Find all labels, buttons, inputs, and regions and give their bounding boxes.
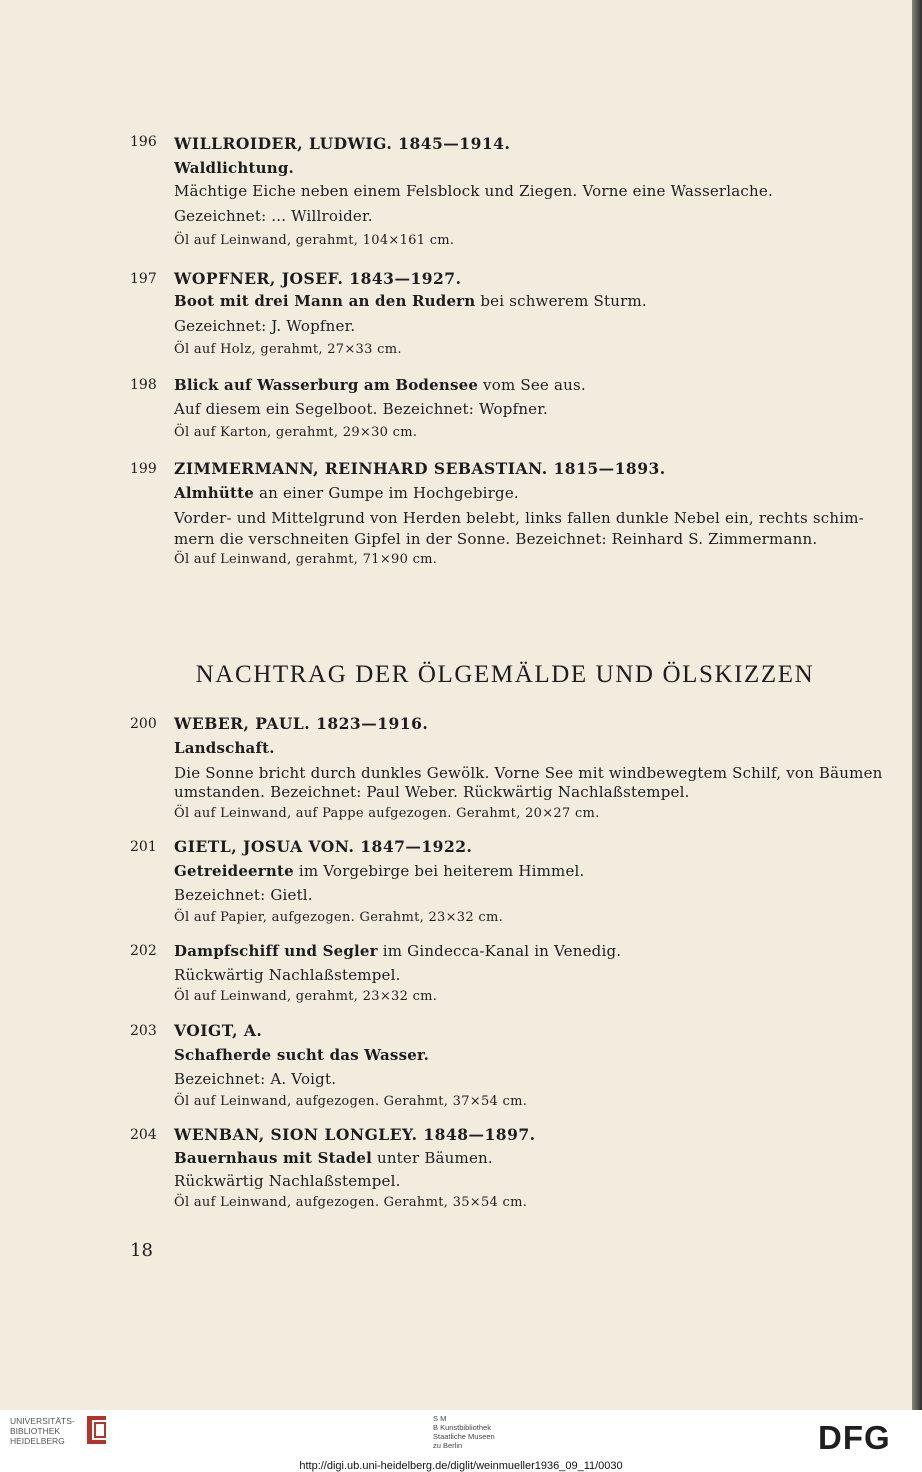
- entry-title: [174, 942, 621, 960]
- entry-number: 203: [130, 1023, 157, 1039]
- entry-medium: Öl auf Leinwand, aufgezogen. Gerahmt, 35×54 cm.: [174, 1195, 528, 1210]
- entry-signature: Bezeichnet: Gietl.: [174, 886, 313, 904]
- entry-title-rest: bei schwerem Sturm.: [475, 292, 647, 310]
- entry-number: 202: [130, 943, 157, 959]
- entry-description: Die Sonne bricht durch dunkles Gewölk. Vorne See mit windbewegtem Schilf, von Bäumen: [174, 764, 883, 782]
- entry-artist: WENBAN, SION LONGLEY. 1848—1897.: [174, 1125, 536, 1144]
- entry-title-bold: Almhütte: [174, 484, 255, 502]
- entry-title-bold: Dampfschiff und Segler: [174, 942, 378, 960]
- dfg-logo-text: DFG: [818, 1422, 891, 1452]
- sm-line-1: S M: [433, 1414, 447, 1423]
- entry-title: [174, 484, 519, 502]
- entry-medium: Öl auf Holz, gerahmt, 27×33 cm.: [174, 342, 402, 357]
- source-url-link[interactable]: http://digi.ub.uni-heidelberg.de/diglit/weinmueller1936_09_11/0030: [299, 1460, 623, 1472]
- entry-number: 196: [130, 134, 157, 150]
- entry-description: Rückwärtig Nachlaßstempel.: [174, 1172, 401, 1190]
- page-edge: [912, 0, 922, 1410]
- uni-logo-line-2: BIBLIOTHEK: [10, 1426, 61, 1436]
- university-emblem-icon: [84, 1414, 110, 1446]
- entry-artist: WILLROIDER, LUDWIG. 1845—1914.: [174, 134, 511, 153]
- entry-title: [174, 1149, 493, 1167]
- entry-medium: Öl auf Leinwand, gerahmt, 71×90 cm.: [174, 552, 438, 567]
- entry-artist: GIETL, JOSUA VON. 1847—1922.: [174, 837, 473, 856]
- entry-title: Landschaft.: [174, 739, 275, 757]
- footer: [0, 1410, 922, 1472]
- entry-number: 201: [130, 839, 157, 855]
- uni-heidelberg-logo[interactable]: [10, 1416, 75, 1446]
- entry-medium: Öl auf Leinwand, auf Pappe aufgezogen. Gerahmt, 20×27 cm.: [174, 806, 600, 821]
- entry-medium: Öl auf Leinwand, aufgezogen. Gerahmt, 37×54 cm.: [174, 1094, 528, 1109]
- uni-logo-line-3: HEIDELBERG: [10, 1436, 65, 1446]
- entry-artist: ZIMMERMANN, REINHARD SEBASTIAN. 1815—1893.: [174, 459, 666, 478]
- entry-number: 200: [130, 716, 157, 732]
- entry-number: 198: [130, 377, 157, 393]
- entry-title: Schafherde sucht das Wasser.: [174, 1046, 430, 1064]
- section-title: NACHTRAG DER ÖLGEMÄLDE UND ÖLSKIZZEN: [195, 661, 815, 688]
- entry-medium: Öl auf Leinwand, gerahmt, 23×32 cm.: [174, 989, 438, 1004]
- entry-title-bold: Boot mit drei Mann an den Rudern: [174, 292, 476, 310]
- sm-line-2: B Kunstbibliothek: [433, 1423, 491, 1432]
- entry-title-bold: Blick auf Wasserburg am Bodensee: [174, 376, 479, 394]
- entry-description: Rückwärtig Nachlaßstempel.: [174, 966, 401, 984]
- entry-artist: WOPFNER, JOSEF. 1843—1927.: [174, 269, 462, 288]
- kunstbibliothek-logo[interactable]: [433, 1414, 495, 1450]
- entry-title-rest: im Gindecca-Kanal in Venedig.: [377, 942, 622, 960]
- entry-medium: Öl auf Leinwand, gerahmt, 104×161 cm.: [174, 233, 455, 248]
- entry-title-rest: an einer Gumpe im Hochgebirge.: [254, 484, 519, 502]
- entry-title-bold: Getreideernte: [174, 862, 294, 880]
- entry-artist: VOIGT, A.: [174, 1021, 263, 1040]
- uni-logo-line-1: UNIVERSITÄTS-: [10, 1416, 75, 1426]
- entry-number: 199: [130, 461, 157, 477]
- entry-description: Mächtige Eiche neben einem Felsblock und Ziegen. Vorne eine Wasserlache.: [174, 182, 773, 200]
- entry-medium: Öl auf Karton, gerahmt, 29×30 cm.: [174, 425, 418, 440]
- entry-title: [174, 376, 586, 394]
- entry-signature: Gezeichnet: J. Wopfner.: [174, 317, 356, 335]
- entry-number: 204: [130, 1127, 157, 1143]
- entry-description: Auf diesem ein Segelboot. Bezeichnet: Wopfner.: [174, 400, 548, 418]
- entry-signature: Gezeichnet: ... Willroider.: [174, 207, 373, 225]
- entry-description-cont: mern die verschneiten Gipfel in der Sonne. Bezeichnet: Reinhard S. Zimmermann.: [174, 530, 818, 548]
- entry-title-rest: unter Bäumen.: [371, 1149, 493, 1167]
- entry-title-rest: vom See aus.: [478, 376, 586, 394]
- entry-title: [174, 862, 585, 880]
- entry-title-rest: im Vorgebirge bei heiterem Himmel.: [293, 862, 585, 880]
- entry-medium: Öl auf Papier, aufgezogen. Gerahmt, 23×32 cm.: [174, 910, 504, 925]
- entry-title-bold: Bauernhaus mit Stadel: [174, 1149, 372, 1167]
- sm-line-3: Staatliche Museen: [433, 1432, 495, 1441]
- dfg-logo[interactable]: [818, 1422, 910, 1452]
- entry-signature: Bezeichnet: A. Voigt.: [174, 1070, 337, 1088]
- entry-description-cont: umstanden. Bezeichnet: Paul Weber. Rückwärtig Nachlaßstempel.: [174, 783, 690, 801]
- entry-title: [174, 292, 647, 310]
- entry-artist: WEBER, PAUL. 1823—1916.: [174, 714, 429, 733]
- entry-title: Waldlichtung.: [174, 159, 294, 177]
- page-number: 18: [130, 1240, 153, 1261]
- entry-description: Vorder- und Mittelgrund von Herden belebt, links fallen dunkle Nebel ein, rechts schim-: [174, 509, 864, 527]
- sm-line-4: zu Berlin: [433, 1441, 463, 1450]
- entry-number: 197: [130, 271, 157, 287]
